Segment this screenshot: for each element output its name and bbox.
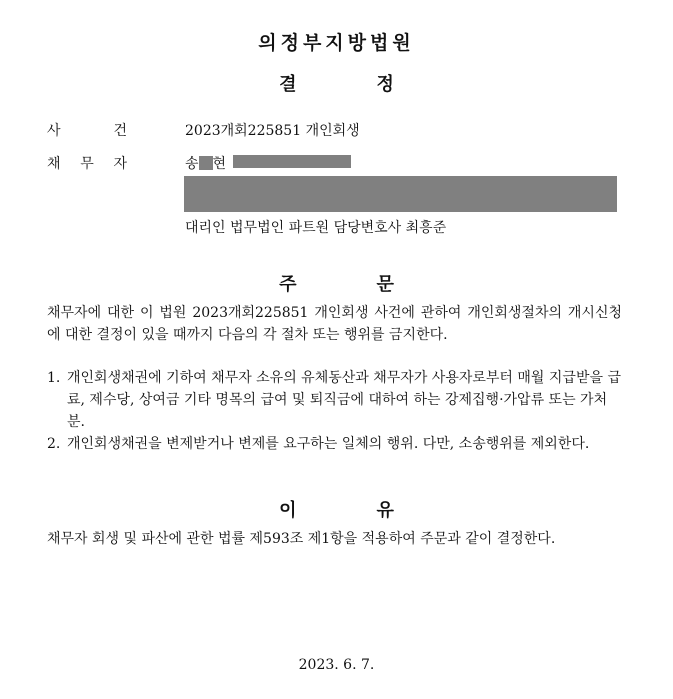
- list-item: [47, 433, 622, 455]
- reason-text: 채무자 회생 및 파산에 관한 법률 제593조 제1항을 적용하여 주문과 같이 결정한다.: [47, 531, 556, 547]
- item-text: 개인회생채권을 변제받거나 변제를 요구하는 일체의 행위. 다만, 소송행위를 제외한다.: [67, 436, 590, 452]
- document-title: 결정: [279, 74, 474, 95]
- label-char: 사: [47, 123, 61, 139]
- agent-line: 대리인 법무법인 파트원 담당변호사 최흥준: [185, 220, 447, 236]
- id-redaction: [233, 155, 351, 168]
- label-char: 자: [113, 156, 127, 172]
- address-redaction: [184, 176, 617, 212]
- case-value: 2023개회225851 개인회생: [185, 123, 360, 139]
- debtor-label: [47, 153, 127, 173]
- item-text: 개인회생채권에 기하여 채무자 소유의 유체동산과 채무자가 사용자로부터 매월 지급받을 급료, 제수당, 상여금 기타 명목의 급여 및 퇴직금에 대하여 하는 강제집행·가압류 또는 가처분.: [67, 370, 621, 430]
- list-item: [47, 367, 622, 433]
- item-number: 1.: [47, 370, 61, 386]
- order-text: 채무자에 대한 이 법원 2023개회225851 개인회생 사건에 관하여 개인회생절차의 개시신청에 대한 결정이 있을 때까지 다음의 각 절차 또는 행위를 금지한다.: [47, 305, 622, 343]
- label-char: 건: [113, 123, 127, 139]
- name-redaction: [199, 156, 213, 170]
- case-label: [47, 120, 127, 140]
- debtor-name-last: 현: [212, 156, 227, 172]
- label-char: 채: [47, 156, 61, 172]
- order-items: [47, 367, 622, 455]
- decision-date: 2023. 6. 7.: [298, 657, 375, 673]
- order-heading: 주문: [279, 274, 474, 295]
- debtor-name-first: 송: [185, 156, 199, 172]
- label-char: 무: [80, 156, 94, 172]
- debtor-name: [185, 153, 226, 173]
- reason-heading: 이유: [279, 500, 474, 521]
- court-name: 의정부지방법원: [258, 32, 415, 54]
- item-number: 2.: [47, 436, 61, 452]
